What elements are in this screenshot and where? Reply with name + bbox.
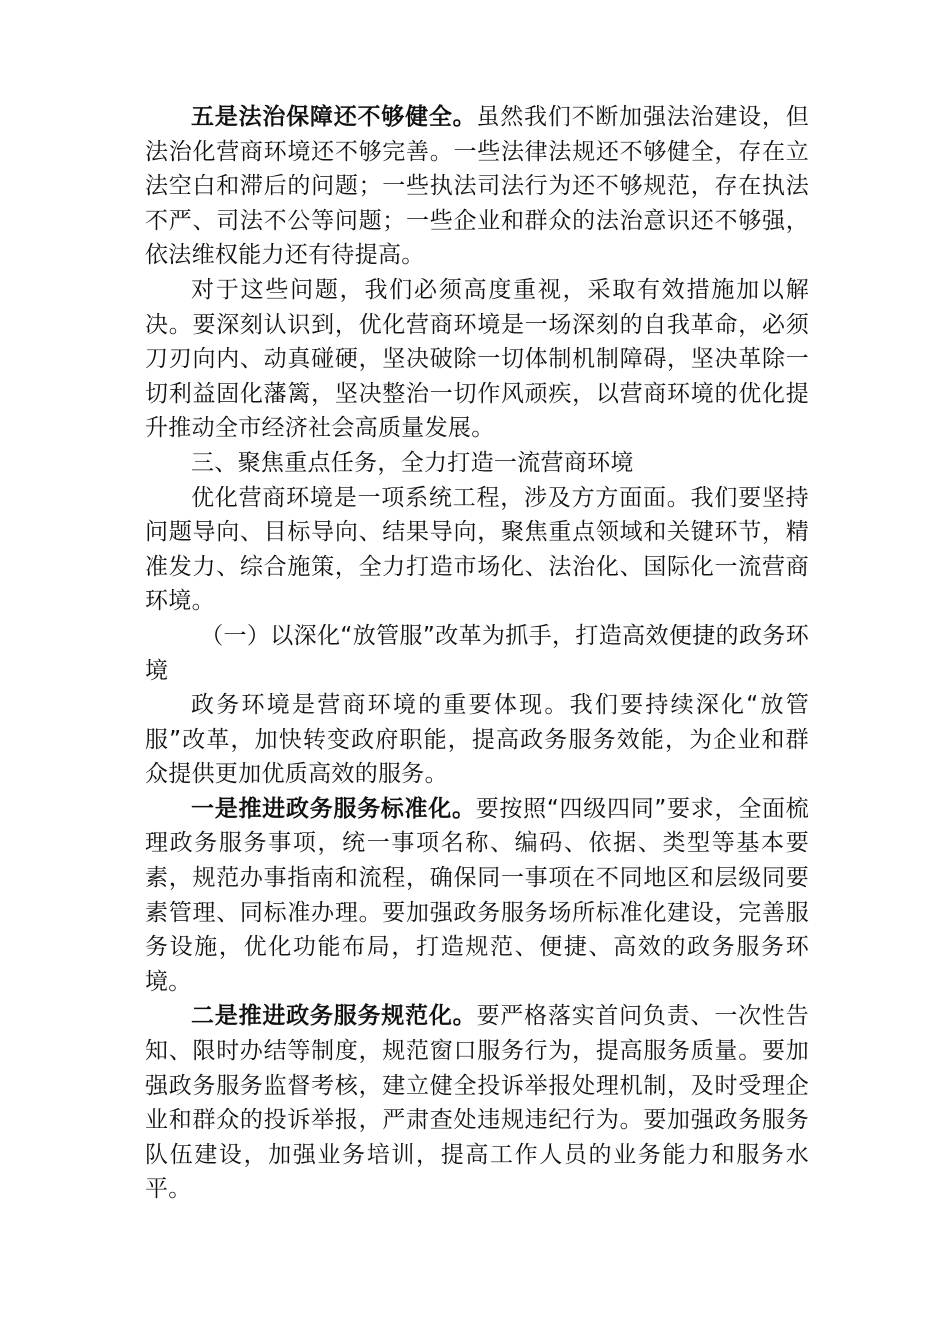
paragraph-text: 优化营商环境是一项系统工程，涉及方方面面。我们要坚持问题导向、目标导向、结果导向，聚焦重点领域和关键环节，精准发力、综合施策，全力打造市场化、法治化、国际化一流营商环境。 — [145, 484, 809, 615]
section-heading-text: 三、聚焦重点任务，全力打造一流营商环境 — [191, 449, 634, 476]
paragraph-lead: 五是法治保障还不够健全。 — [191, 104, 477, 130]
document-body — [145, 100, 809, 1207]
paragraph-text: 虽然我们不断加强法治建设，但法治化营商环境还不够完善。一些法律法规还不够健全，存在立法空白和滞后的问题；一些执法司法行为还不够规范，存在执法不严、司法不公等问题；一些企业和群众的法治意识还不够强，依法维权能力还有待提高。 — [145, 104, 809, 269]
subsection-heading-text: （一）以深化“放管服”改革为抓手，打造高效便捷的政务环境 — [145, 622, 809, 684]
paragraph-text: 要严格落实首问负责、一次性告知、限时办结等制度，规范窗口服务行为，提高服务质量。要加强政务服务监督考核，建立健全投诉举报处理机制，及时受理企业和群众的投诉举报，严肃查处违规违纪行为。要加强政务服务队伍建设，加强业务培训，提高工作人员的业务能力和服务水平。 — [145, 1003, 809, 1203]
paragraph-lead: 二是推进政务服务规范化。 — [191, 1003, 477, 1030]
paragraph-text: 对于这些问题，我们必须高度重视，采取有效措施加以解决。要深刻认识到，优化营商环境是一场深刻的自我革命，必须刀刃向内、动真碰硬，坚决破除一切体制机制障碍，坚决革除一切利益固化藩篱，坚决整治一切作风顽疾，以营商环境的优化提升推动全市经济社会高质量发展。 — [145, 276, 809, 442]
paragraph-lead: 一是推进政务服务标准化。 — [191, 795, 476, 822]
paragraph-text: 要按照“四级四同”要求，全面梳理政务服务事项，统一事项名称、编码、依据、类型等基本要素，规范办事指南和流程，确保同一事项在不同地区和层级同要素管理、同标准办理。要加强政务服务场所标准化建设，完善服务设施，优化功能布局，打造规范、便捷、高效的政务服务环境。 — [145, 795, 809, 995]
paragraph-text: 政务环境是营商环境的重要体现。我们要持续深化“放管服”改革，加快转变政府职能，提高政务服务效能，为企业和群众提供更加优质高效的服务。 — [145, 692, 809, 788]
paragraph-standardization — [145, 792, 809, 1000]
subsection-heading — [145, 619, 809, 688]
paragraph-subsection-intro — [145, 688, 809, 792]
paragraph-rule-of-law — [145, 100, 809, 273]
section-heading — [145, 446, 809, 481]
paragraph-response — [145, 273, 809, 446]
paragraph-section-intro — [145, 481, 809, 619]
paragraph-normalization — [145, 999, 809, 1207]
